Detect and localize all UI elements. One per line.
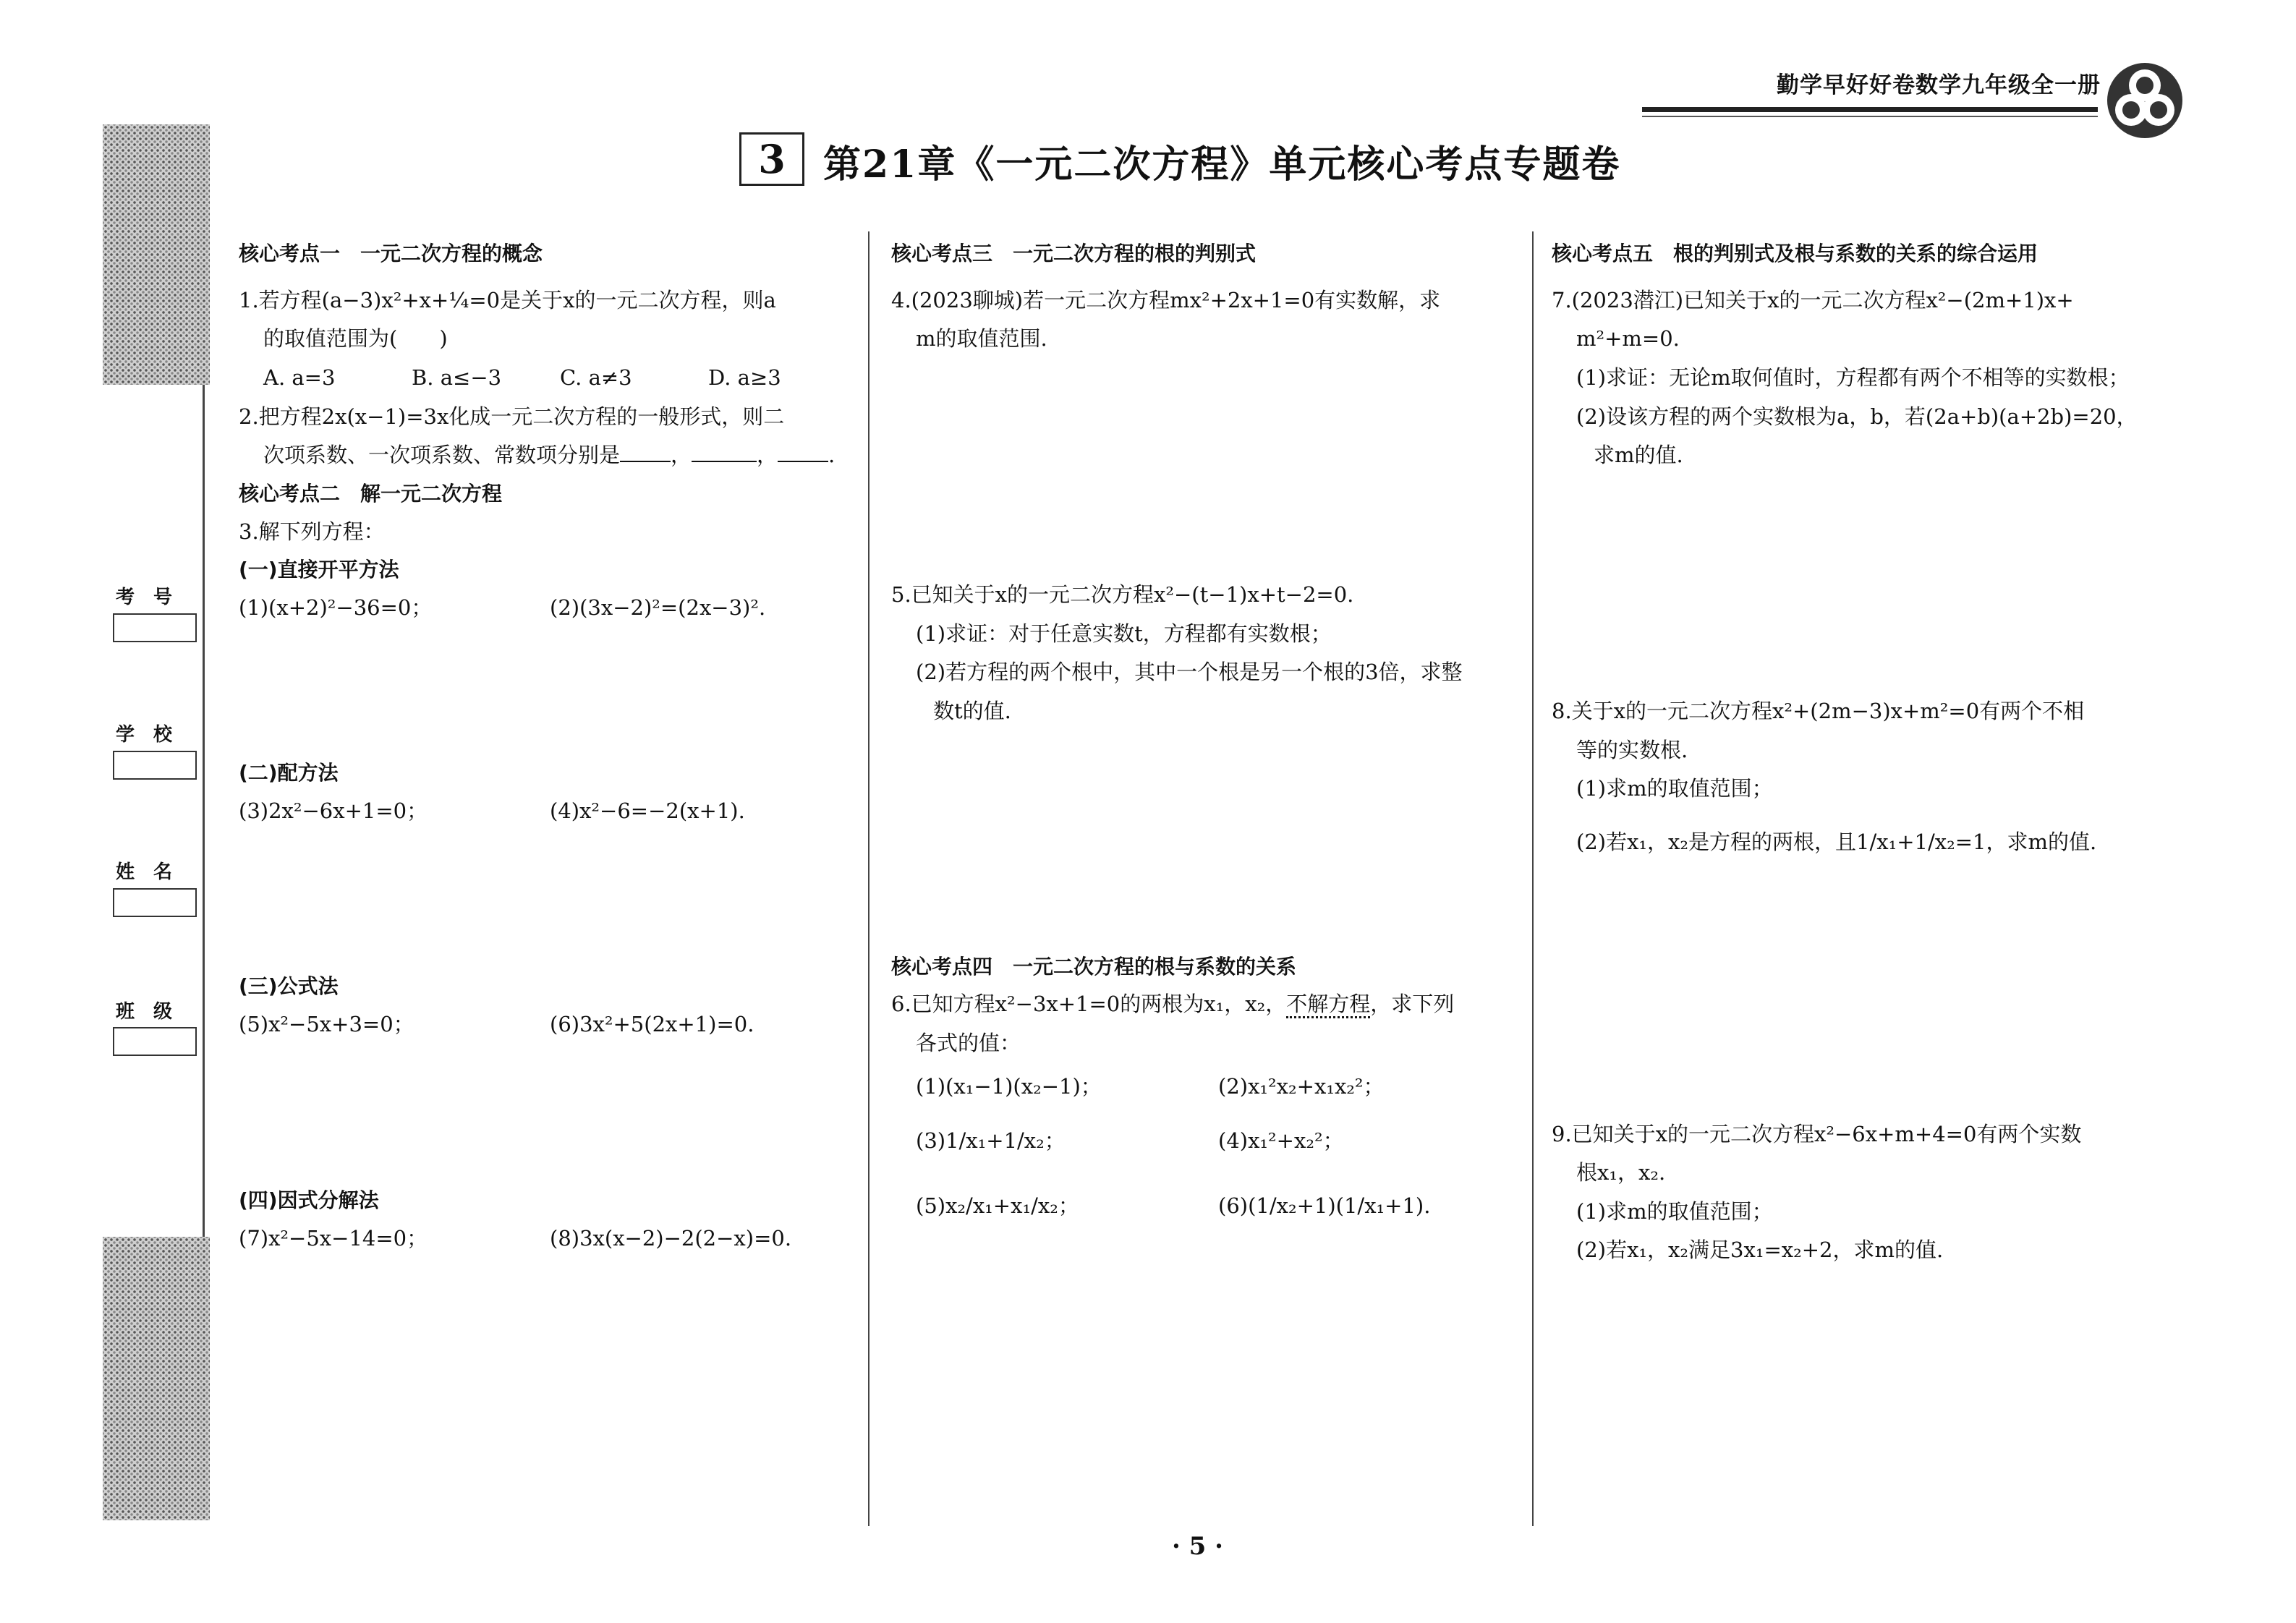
question-7-line5: 求m的值.	[1594, 443, 1683, 468]
school-field[interactable]	[113, 751, 197, 780]
question-5-line3: (2)若方程的两个根中，其中一个根是另一个根的3倍，求整	[916, 660, 1463, 685]
question-7-line2: m²+m=0.	[1576, 326, 1680, 352]
name-field[interactable]	[113, 888, 197, 917]
logo-icon	[2105, 61, 2185, 140]
equation-1: (1)(x+2)²−36=0；	[239, 595, 433, 621]
header-rule	[1642, 107, 2098, 112]
page-title: 第21章《一元二次方程》单元核心考点专题卷	[823, 142, 1621, 187]
column-2	[891, 235, 1521, 1226]
formula-3: (3)1/x₁+1/x₂；	[916, 1128, 1066, 1154]
column-divider-1	[868, 231, 869, 1526]
question-9-line2: 根x₁，x₂.	[1576, 1160, 1666, 1185]
question-6-line2: 各式的值：	[916, 1031, 1021, 1056]
question-6-line1: 6.已知方程x²−3x+1=0的两根为x₁，x₂，不解方程，求下列	[891, 985, 1521, 1024]
equation-3: (3)2x²−6x+1=0；	[239, 798, 428, 823]
question-7-line3: (1)求证：无论m取何值时，方程都有两个不相等的实数根；	[1576, 365, 2130, 391]
name-label: 姓 名	[116, 861, 173, 883]
column-3	[1552, 235, 2188, 1270]
method-heading-2: (二)配方法	[239, 760, 339, 785]
question-5-line4: 数t的值.	[933, 699, 1011, 723]
question-8-line1: 8.关于x的一元二次方程x²+(2m−3)x+m²=0有两个不相	[1552, 699, 2085, 723]
question-3: 3.解下列方程：	[239, 519, 385, 544]
method-heading-1: (一)直接开平方法	[239, 558, 399, 582]
method-heading-4: (四)因式分解法	[239, 1188, 379, 1212]
equation-row-3	[239, 1005, 861, 1044]
question-9-line4: (2)若x₁，x₂满足3x₁=x₂+2，求m的值.	[1576, 1238, 1944, 1263]
formula-4: (4)x₁²+x₂²；	[1218, 1128, 1344, 1154]
class-label: 班 级	[116, 1001, 173, 1023]
question-1-line1: 1.若方程(a−3)x²+x+¼=0是关于x的一元二次方程，则a	[239, 287, 776, 312]
binding-pattern-top	[103, 124, 210, 385]
binding-pattern-bottom	[103, 1237, 210, 1520]
question-4-line2: m的取值范围.	[916, 326, 1047, 352]
formula-row-1	[891, 1068, 1521, 1107]
column-divider-2	[1532, 231, 1534, 1526]
question-8-line2: 等的实数根.	[1576, 737, 1688, 762]
option-b: B. a≤−3	[412, 365, 502, 391]
formula-6: (6)(1/x₂+1)(1/x₁+1).	[1218, 1193, 1431, 1218]
question-8-line4: (2)若x₁，x₂是方程的两根，且1/x₁+1/x₂=1，求m的值.	[1576, 829, 2097, 854]
answer-blank-3[interactable]	[778, 443, 828, 462]
question-2-line1: 2.把方程2x(x−1)=3x化成一元二次方程的一般形式，则二	[239, 404, 785, 429]
binding-strip	[103, 385, 205, 1237]
section-heading-5: 核心考点五 根的判别式及根与系数的关系的综合运用	[1552, 242, 2038, 265]
equation-6: (6)3x²+5(2x+1)=0.	[550, 1012, 754, 1037]
title-number-box: 3	[739, 132, 804, 186]
equation-2: (2)(3x−2)²=(2x−3)².	[550, 595, 766, 621]
question-8-line3: (1)求m的取值范围；	[1576, 776, 1773, 801]
section-heading-3: 核心考点三 一元二次方程的根的判别式	[891, 242, 1257, 265]
answer-blank-1[interactable]	[620, 443, 671, 462]
answer-blank-2[interactable]	[692, 443, 757, 462]
formula-row-3	[891, 1187, 1521, 1226]
page-number: · 5 ·	[1172, 1532, 1224, 1561]
formula-5: (5)x₂/x₁+x₁/x₂；	[916, 1193, 1079, 1218]
method-heading-3: (三)公式法	[239, 974, 339, 999]
formula-row-2	[891, 1122, 1521, 1161]
question-2-line2: 次项系数、一次项系数、常数项分别是 ， ， .	[263, 443, 836, 468]
option-a: A. a=3	[263, 365, 336, 391]
school-label: 学 校	[116, 724, 173, 746]
question-1-line2: 的取值范围为( )	[263, 326, 448, 352]
option-c: C. a≠3	[560, 365, 632, 391]
question-9-line1: 9.已知关于x的一元二次方程x²−6x+m+4=0有两个实数	[1552, 1121, 2082, 1146]
question-9-line3: (1)求m的取值范围；	[1576, 1198, 1773, 1224]
column-1	[239, 235, 861, 1258]
question-7-line1: 7.(2023潜江)已知关于x的一元二次方程x²−(2m+1)x+	[1552, 287, 2074, 312]
exam-no-field[interactable]	[113, 613, 197, 642]
equation-row-1	[239, 589, 861, 628]
header-rule-thin	[1642, 116, 2098, 117]
equation-8: (8)3x(x−2)−2(2−x)=0.	[550, 1225, 792, 1251]
question-5-line1: 5.已知关于x的一元二次方程x²−(t−1)x+t−2=0.	[891, 582, 1354, 608]
equation-4: (4)x²−6=−2(x+1).	[550, 798, 745, 823]
formula-1: (1)(x₁−1)(x₂−1)；	[916, 1073, 1102, 1099]
section-heading-2: 核心考点二 解一元二次方程	[239, 482, 503, 506]
equation-row-2	[239, 792, 861, 831]
question-7-line4: (2)设该方程的两个实数根为a，b，若(2a+b)(a+2b)=20，	[1576, 404, 2138, 429]
option-d: D. a≥3	[708, 365, 781, 391]
equation-7: (7)x²−5x−14=0；	[239, 1225, 428, 1251]
equation-row-4	[239, 1219, 861, 1258]
section-heading-1: 核心考点一 一元二次方程的概念	[239, 242, 543, 265]
section-heading-4: 核心考点四 一元二次方程的根与系数的关系	[891, 954, 1297, 979]
question-5-line2: (1)求证：对于任意实数t，方程都有实数根；	[916, 621, 1332, 646]
equation-5: (5)x²−5x+3=0；	[239, 1012, 414, 1037]
class-field[interactable]	[113, 1027, 197, 1056]
exam-no-label: 考 号	[116, 587, 173, 608]
question-4-line1: 4.(2023聊城)若一元二次方程mx²+2x+1=0有实数解，求	[891, 287, 1441, 312]
series-title: 勤学早好好卷数学九年级全一册	[1777, 72, 2101, 98]
formula-2: (2)x₁²x₂+x₁x₂²；	[1218, 1073, 1385, 1099]
question-1-options	[239, 359, 861, 398]
